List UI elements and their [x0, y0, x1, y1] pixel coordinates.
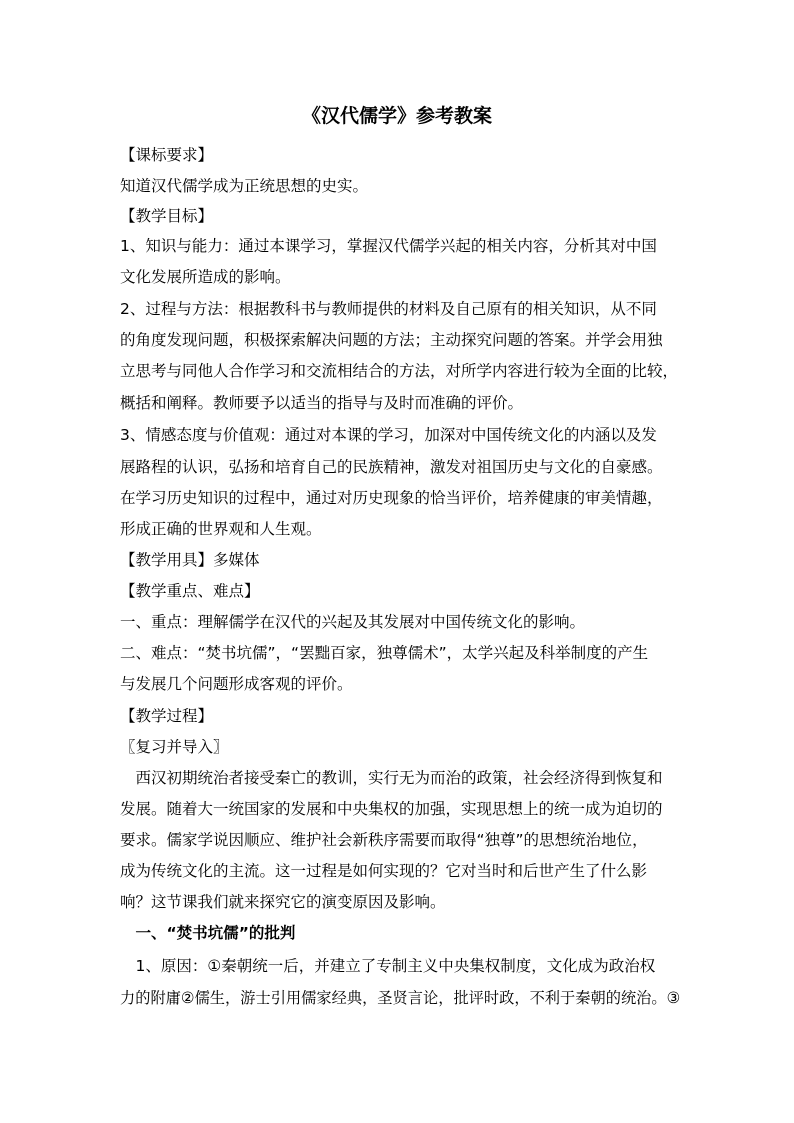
tools-line: 【教学用具】多媒体 [120, 551, 260, 569]
goal2-line: 立思考与同他人合作学习和交流相结合的方法，对所学内容进行较为全面的比较， [120, 362, 679, 380]
keypoints-heading: 【教学重点、难点】 [120, 582, 260, 600]
goal2-line: 的角度发现问题，积极探索解决问题的方法；主动探究问题的答案。并学会用独 [120, 331, 663, 349]
intro-line: 发展。随着大一统国家的发展和中央集权的加强，实现思想上的统一成为迫切的 [120, 800, 663, 818]
review-heading: 〖复习并导入〗 [120, 738, 229, 756]
goals-heading: 【教学目标】 [120, 207, 214, 225]
keypoint2-line: 与发展几个问题形成客观的评价。 [120, 675, 353, 693]
reasons-line: 1、原因：①秦朝统一后，并建立了专制主义中央集权制度，文化成为政治权 [120, 957, 656, 975]
goal3-line: 展路程的认识，弘扬和培育自己的民族精神，激发对祖国历史与文化的自豪感。 [120, 458, 663, 476]
keypoint2-line: 二、难点：“焚书坑儒”，“罢黜百家，独尊儒术”，太学兴起及科举制度的产生 [120, 644, 649, 662]
keypoint1: 一、重点：理解儒学在汉代的兴起及其发展对中国传统文化的影响。 [120, 613, 586, 631]
document-title: 《汉代儒学》参考教案 [301, 105, 492, 127]
process-heading: 【教学过程】 [120, 707, 214, 725]
section1-heading: 一、“焚书坑儒”的批判 [120, 924, 296, 942]
curriculum-text: 知道汉代儒学成为正统思想的史实。 [120, 177, 369, 195]
intro-line: 响？这节课我们就来探究它的演变原因及影响。 [120, 893, 446, 911]
curriculum-heading: 【课标要求】 [120, 146, 214, 164]
goal2-line: 概括和阐释。教师要予以适当的指导与及时而准确的评价。 [120, 394, 524, 412]
reasons-line: 力的附庸②儒生，游士引用儒家经典，圣贤言论，批评时政，不利于秦朝的统治。③ [120, 989, 681, 1007]
intro-line: 要求。儒家学说因顺应、维护社会新秩序需要而取得“独尊”的思想统治地位， [120, 831, 648, 849]
goal3-line: 3、情感态度与价值观：通过对本课的学习，加深对中国传统文化的内涵以及发 [120, 426, 657, 444]
goal2-line: 2、过程与方法：根据教科书与教师提供的材料及自己原有的相关知识，从不同 [120, 300, 657, 318]
goal1-line: 文化发展所造成的影响。 [120, 268, 291, 286]
goal1-line: 1、知识与能力：通过本课学习，掌握汉代儒学兴起的相关内容，分析其对中国 [120, 237, 657, 255]
goal3-line: 在学习历史知识的过程中，通过对历史现象的恰当评价，培养健康的审美情趣， [120, 489, 663, 507]
intro-line: 成为传统文化的主流。这一过程是如何实现的？它对当时和后世产生了什么影 [120, 862, 648, 880]
goal3-line: 形成正确的世界观和人生观。 [120, 520, 322, 538]
intro-line: 西汉初期统治者接受秦亡的教训，实行无为而治的政策，社会经济得到恢复和 [120, 769, 663, 787]
